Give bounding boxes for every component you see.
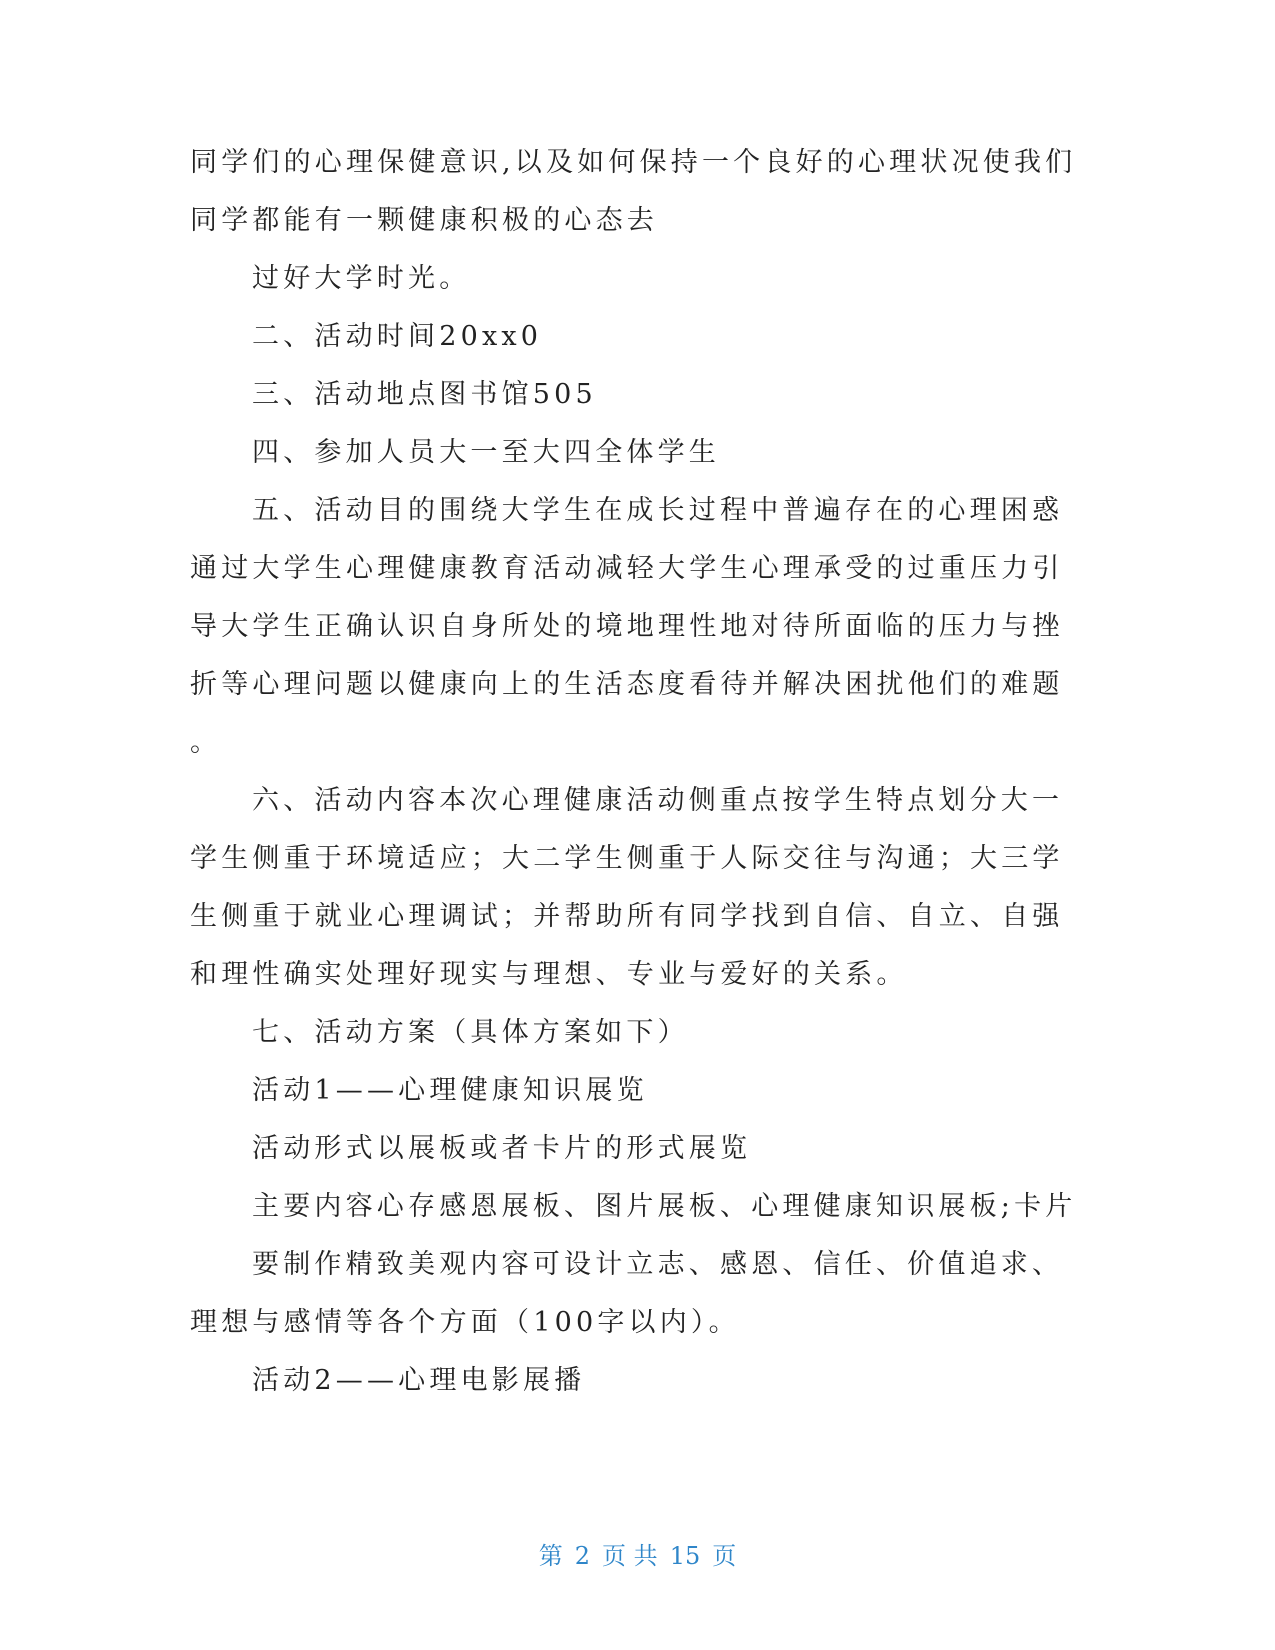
text-line: 导大学生正确认识自身所处的境地理性地对待所面临的压力与挫 bbox=[190, 611, 1064, 642]
text-line: 三、活动地点图书馆505 bbox=[252, 379, 597, 410]
text-line: 和理性确实处理好现实与理想、专业与爱好的关系。 bbox=[190, 959, 908, 990]
text-line: 过好大学时光。 bbox=[252, 263, 471, 294]
text-line: 五、活动目的围绕大学生在成长过程中普遍存在的心理困惑 bbox=[252, 495, 1064, 526]
text-line: 主要内容心存感恩展板、图片展板、心理健康知识展板;卡片 bbox=[252, 1191, 1077, 1222]
footer-suffix: 页 bbox=[712, 1542, 737, 1570]
footer-page-number: 2 bbox=[574, 1542, 591, 1570]
text-line: 活动形式以展板或者卡片的形式展览 bbox=[252, 1133, 752, 1164]
page-footer bbox=[0, 1540, 1275, 1572]
text-line: 理想与感情等各个方面（100字以内）。 bbox=[190, 1307, 740, 1338]
text-line: 同学都能有一颗健康积极的心态去 bbox=[190, 205, 658, 236]
text-line: 学生侧重于环境适应；大二学生侧重于人际交往与沟通；大三学 bbox=[190, 843, 1064, 874]
text-line: 要制作精致美观内容可设计立志、感恩、信任、价值追求、 bbox=[252, 1249, 1064, 1280]
text-line: 活动1——心理健康知识展览 bbox=[252, 1075, 648, 1106]
footer-middle: 页 共 bbox=[602, 1542, 658, 1570]
text-line: 四、参加人员大一至大四全体学生 bbox=[252, 437, 720, 468]
text-line: 活动2——心理电影展播 bbox=[252, 1365, 586, 1396]
footer-total-pages: 15 bbox=[669, 1542, 701, 1570]
text-line: 七、活动方案（具体方案如下） bbox=[252, 1017, 689, 1048]
text-line: 折等心理问题以健康向上的生活态度看待并解决困扰他们的难题 bbox=[190, 669, 1064, 700]
text-line: 六、活动内容本次心理健康活动侧重点按学生特点划分大一 bbox=[252, 785, 1064, 816]
text-line: 生侧重于就业心理调试；并帮助所有同学找到自信、自立、自强 bbox=[190, 901, 1064, 932]
footer-prefix: 第 bbox=[538, 1542, 563, 1570]
text-line: 。 bbox=[190, 727, 222, 758]
text-line: 二、活动时间20xx0 bbox=[252, 321, 543, 352]
text-line: 同学们的心理保健意识,以及如何保持一个良好的心理状况使我们 bbox=[190, 147, 1077, 178]
text-line: 通过大学生心理健康教育活动减轻大学生心理承受的过重压力引 bbox=[190, 553, 1064, 584]
